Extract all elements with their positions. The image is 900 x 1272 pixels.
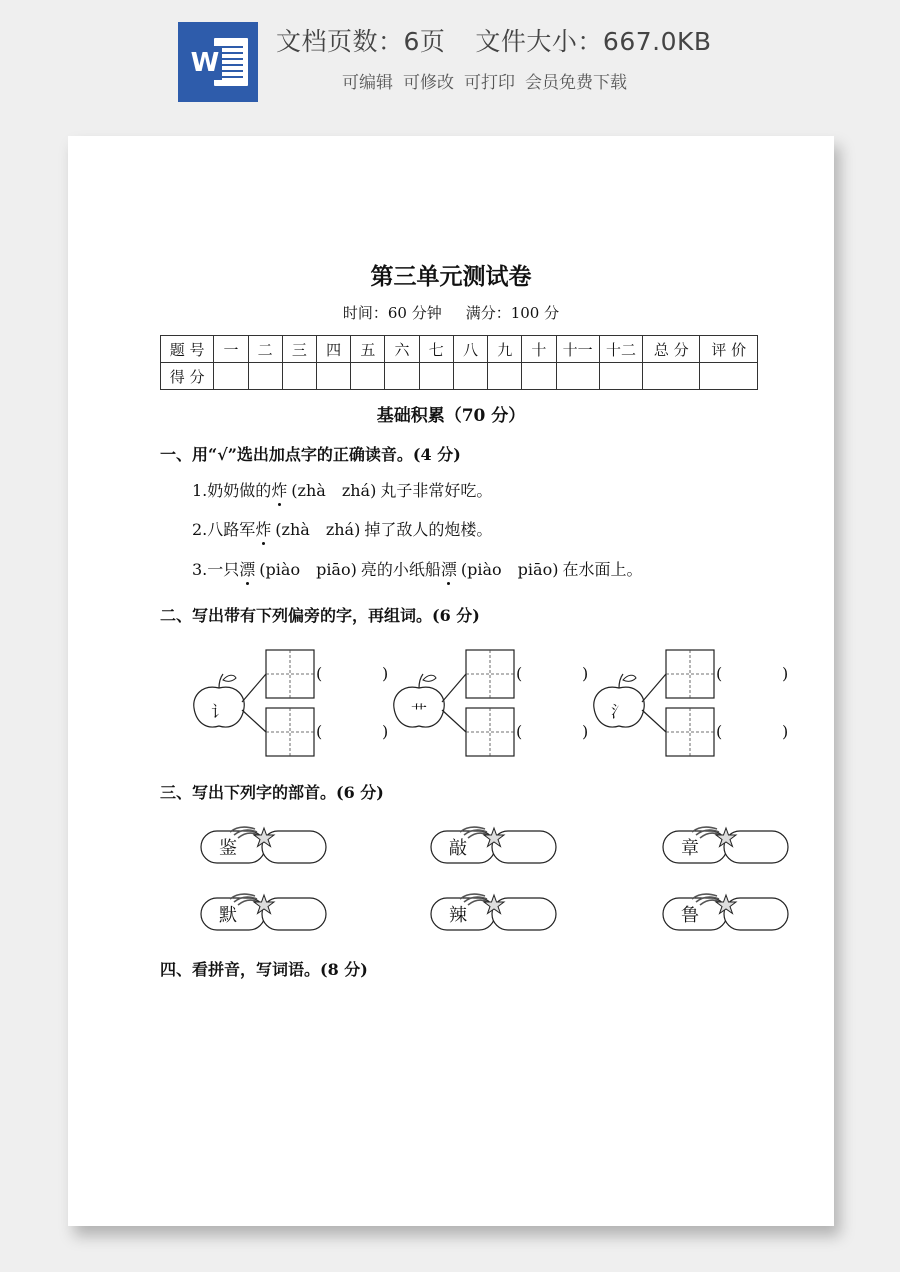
score-input-cell[interactable] <box>214 363 248 390</box>
paren-close: ) <box>382 664 389 683</box>
pill-char: 章 <box>681 838 699 859</box>
score-header-cell: 四 <box>317 336 351 363</box>
item-text: 丸子非常好吃。 <box>380 481 493 500</box>
page-count: 文档页数：6页 <box>276 27 446 56</box>
feature-modifiable: 可修改 <box>403 73 454 93</box>
pill-char: 默 <box>219 905 237 926</box>
paren-open: ( <box>316 664 323 683</box>
paren-open: ( <box>516 664 523 683</box>
pill-char: 鲁 <box>681 905 699 926</box>
paren-close: ) <box>782 722 789 741</box>
file-size: 文件大小：667.0KB <box>475 27 712 56</box>
question-1-item-2 <box>192 517 492 540</box>
score-input-cell[interactable] <box>282 363 316 390</box>
word-logo-icon <box>178 22 258 102</box>
item-text: 2.八路军 <box>192 520 256 539</box>
paren-close: ) <box>382 722 389 741</box>
radical-answer-pill <box>430 826 558 866</box>
item-text: 亮的小纸船 <box>360 560 441 579</box>
score-table-score-row <box>161 363 758 390</box>
question-1-item-3 <box>192 557 642 580</box>
radical-char: 艹 <box>410 702 427 721</box>
pill-char: 鉴 <box>219 838 237 859</box>
document-page <box>68 136 834 1226</box>
paren-close: ) <box>782 664 789 683</box>
dotted-char: 炸 <box>271 481 288 500</box>
score-input-cell[interactable] <box>556 363 599 390</box>
radical-answer-pill <box>430 893 558 933</box>
pinyin-options[interactable]: (zhà zhá) <box>275 520 361 539</box>
paren-open: ( <box>516 722 523 741</box>
score-input-cell[interactable] <box>317 363 351 390</box>
pinyin-options[interactable]: (piào piāo) <box>460 560 559 579</box>
score-header-cell: 十二 <box>599 336 642 363</box>
section-heading: 基础积累（70 分） <box>376 406 526 426</box>
pinyin-options[interactable]: (piào piāo) <box>259 560 357 579</box>
question-4-title: 四、看拼音，写词语。(8 分) <box>160 960 368 979</box>
score-input-cell[interactable] <box>522 363 556 390</box>
feature-printable: 可打印 <box>464 73 515 93</box>
dotted-char: 漂 <box>239 560 256 579</box>
file-info <box>276 22 742 58</box>
score-header-cell: 九 <box>488 336 522 363</box>
feature-editable: 可编辑 <box>342 73 393 93</box>
radical-group <box>192 644 392 769</box>
score-input-cell[interactable] <box>453 363 487 390</box>
paren-open: ( <box>316 722 323 741</box>
question-3-title: 三、写出下列字的部首。(6 分) <box>160 783 384 802</box>
score-header-cell: 十一 <box>556 336 599 363</box>
pill-char: 辣 <box>449 905 467 926</box>
paren-open: ( <box>716 722 723 741</box>
item-text: 1.奶奶做的 <box>192 481 272 500</box>
item-text: 在水面上。 <box>562 560 643 579</box>
question-1-title: 一、用“√”选出加点字的正确读音。(4 分) <box>160 445 461 464</box>
item-text: 3.一只 <box>192 560 240 579</box>
radical-group <box>592 644 792 769</box>
radical-answer-pill <box>200 826 328 866</box>
radical-char: 氵 <box>610 702 627 721</box>
score-row-label: 得 分 <box>161 363 214 390</box>
question-1-item-1 <box>192 478 492 501</box>
question-2-title: 二、写出带有下列偏旁的字，再组词。(6 分) <box>160 606 480 625</box>
pinyin-options[interactable]: (zhà zhá) <box>291 481 377 500</box>
doc-subtitle <box>68 302 834 323</box>
score-header-cell: 三 <box>282 336 316 363</box>
feature-free-download: 会员免费下载 <box>525 73 627 93</box>
score-input-cell[interactable] <box>599 363 642 390</box>
radical-answer-pill <box>200 893 328 933</box>
score-header-cell: 总 分 <box>643 336 700 363</box>
radical-group <box>392 644 592 769</box>
radical-answer-pill <box>662 893 790 933</box>
score-header-cell: 评 价 <box>700 336 758 363</box>
score-input-cell[interactable] <box>643 363 700 390</box>
score-input-cell[interactable] <box>385 363 419 390</box>
radical-char: 讠 <box>210 702 227 721</box>
feature-list <box>342 68 637 93</box>
score-input-cell[interactable] <box>700 363 758 390</box>
item-text: 掉了敌人的炮楼。 <box>364 520 493 539</box>
score-input-cell[interactable] <box>248 363 282 390</box>
radical-answer-pill <box>662 826 790 866</box>
paren-close: ) <box>582 722 589 741</box>
score-input-cell[interactable] <box>351 363 385 390</box>
doc-title: 第三单元测试卷 <box>370 263 532 290</box>
paren-open: ( <box>716 664 723 683</box>
score-header-cell: 八 <box>453 336 487 363</box>
word-letter: W <box>188 46 222 80</box>
score-header-cell: 题 号 <box>161 336 214 363</box>
score-header-cell: 七 <box>419 336 453 363</box>
score-input-cell[interactable] <box>419 363 453 390</box>
paren-close: ) <box>582 664 589 683</box>
score-header-cell: 一 <box>214 336 248 363</box>
dotted-char: 漂 <box>440 560 457 579</box>
exam-time: 时间：60 分钟 <box>342 304 442 322</box>
score-table-header-row <box>161 336 758 363</box>
exam-full-score: 满分：100 分 <box>465 304 560 322</box>
pill-char: 敲 <box>449 838 467 859</box>
dotted-char: 炸 <box>255 520 272 539</box>
score-header-cell: 六 <box>385 336 419 363</box>
score-table <box>160 335 758 390</box>
score-header-cell: 二 <box>248 336 282 363</box>
score-header-cell: 十 <box>522 336 556 363</box>
score-header-cell: 五 <box>351 336 385 363</box>
score-input-cell[interactable] <box>488 363 522 390</box>
